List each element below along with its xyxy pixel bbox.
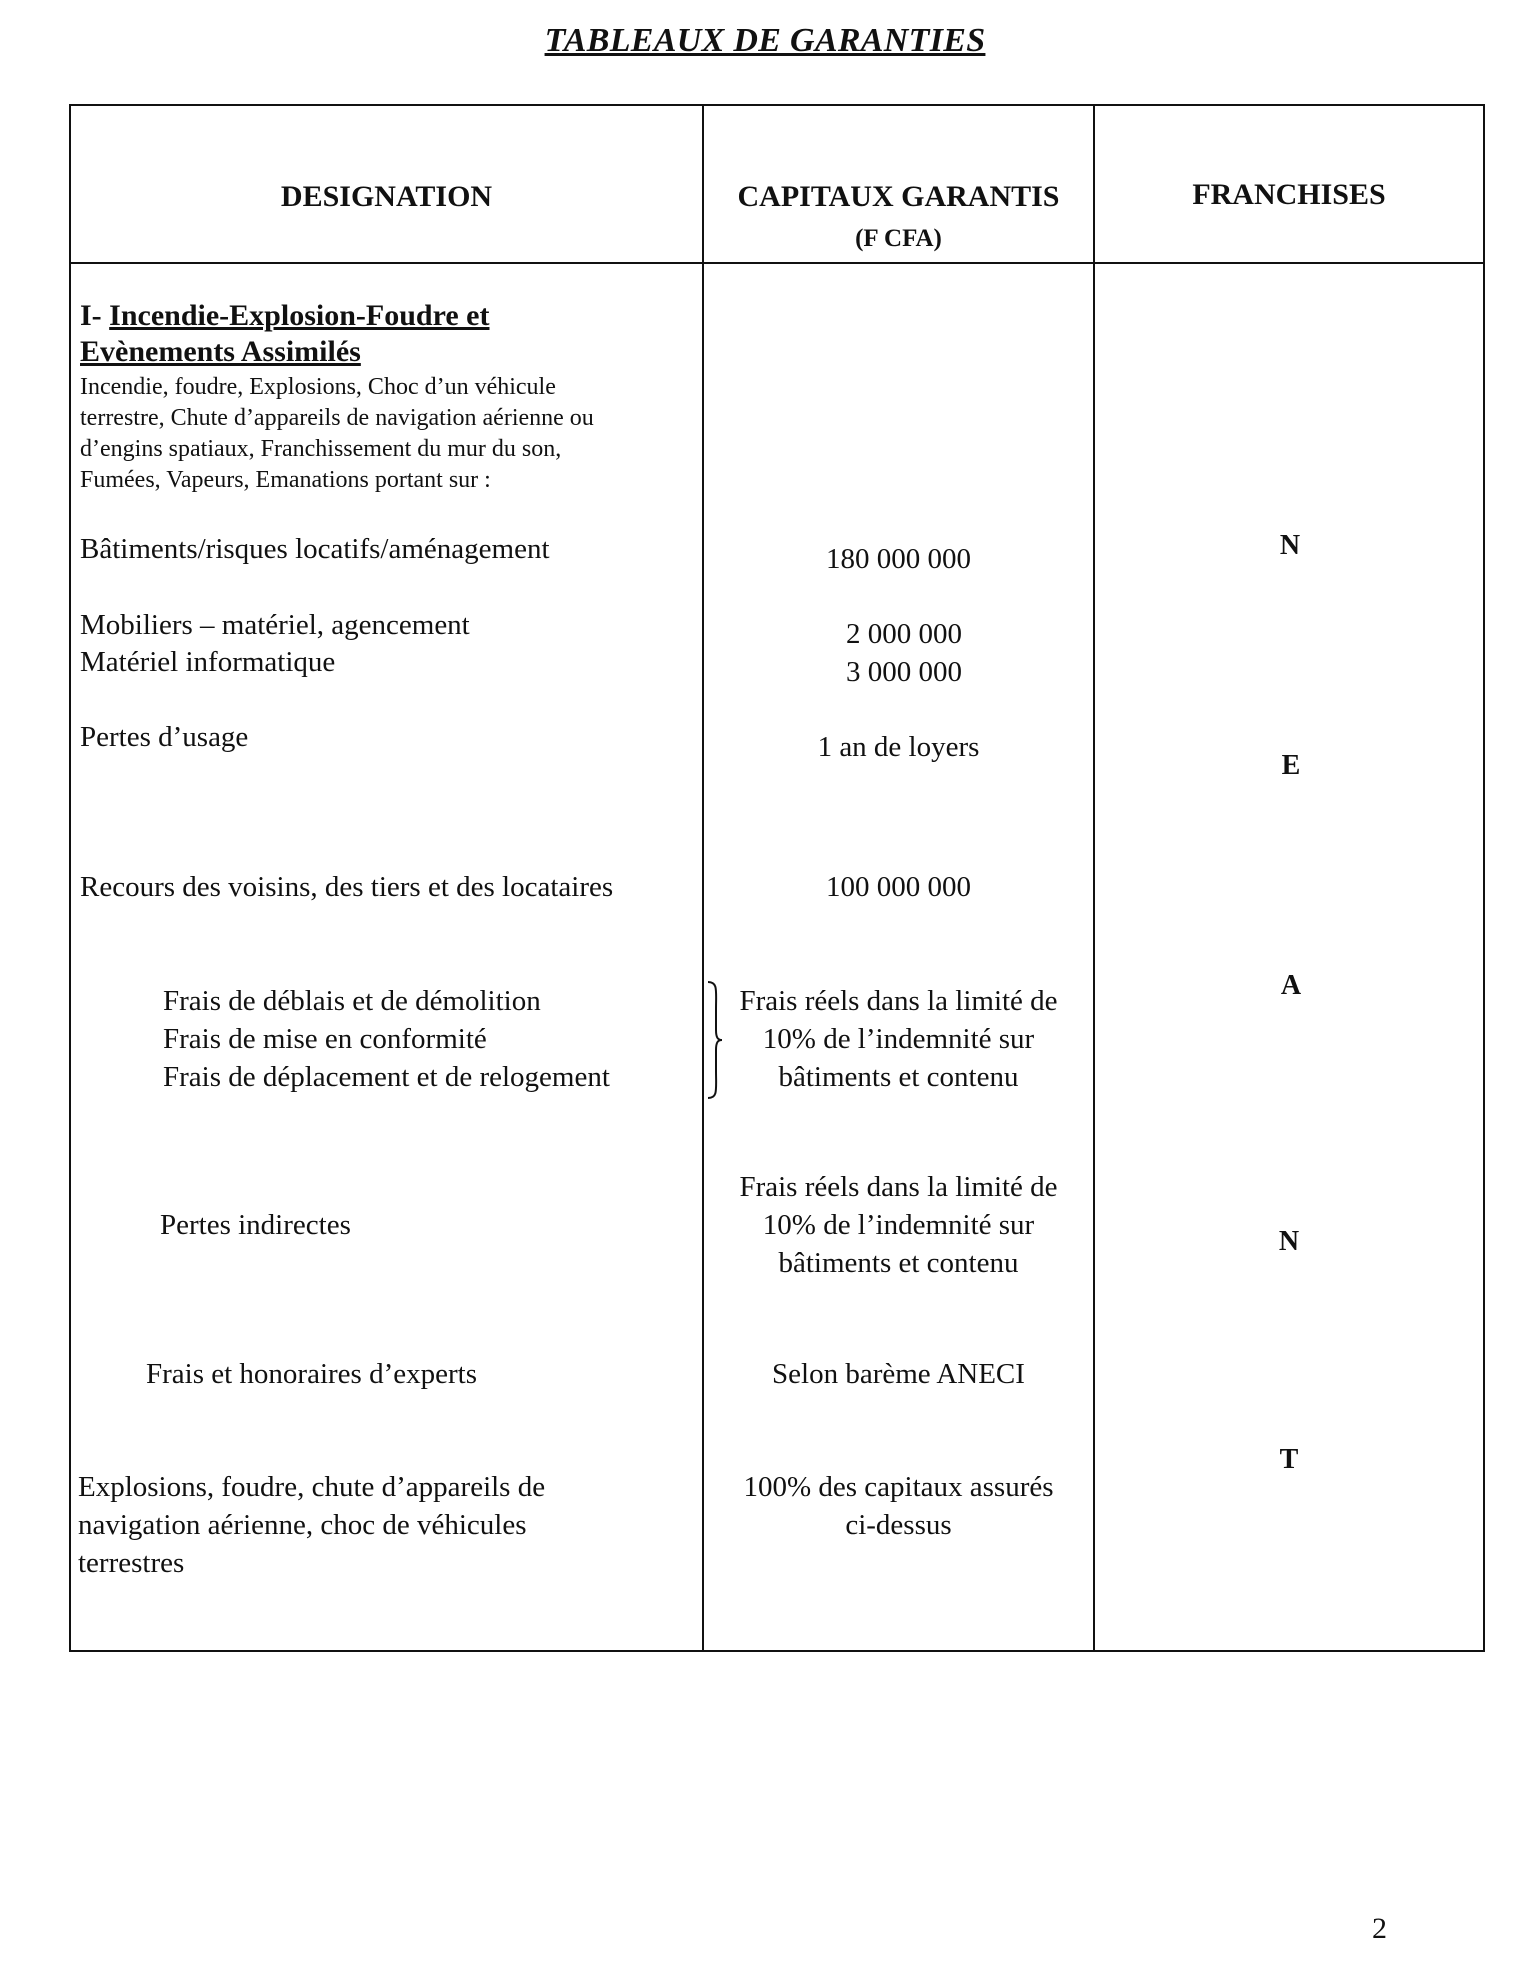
section-description [80,372,594,496]
franchise-letter: E [1281,750,1301,781]
row-value-experts: Selon barème ANECI [772,1358,1025,1390]
header-capitaux: CAPITAUX GARANTIS [737,180,1060,213]
row-value-explosions [704,1468,1093,1544]
row-value-pertes-usage: 1 an de loyers [817,731,980,763]
franchise-letter: N [1279,530,1301,561]
row-label-mobiliers: Mobiliers – matériel, agencement [80,609,470,641]
row-label-pertes-indirectes: Pertes indirectes [160,1209,351,1241]
page-title: TABLEAUX DE GARANTIES [544,22,986,59]
row-label-frais: Frais de mise en conformité [163,1023,487,1055]
row-label-frais: Frais de déblais et de démolition [163,985,541,1017]
row-value-pertes-indirectes-line: Frais réels dans la limité de [739,1171,1058,1203]
section-desc-line: Fumées, Vapeurs, Emanations portant sur : [80,467,491,493]
table-border-header [69,262,1485,264]
row-value-explosions-line: 100% des capitaux assurés [743,1471,1054,1503]
header-capitaux-unit: (F CFA) [855,225,942,252]
row-value-pertes-indirectes [704,1168,1093,1282]
row-value-pertes-indirectes-line: 10% de l’indemnité sur [762,1209,1035,1241]
section-title-line1: Incendie-Explosion-Foudre et [109,299,490,332]
table-border-right [1483,104,1485,1652]
table-border-left [69,104,71,1652]
row-value-pertes-indirectes-line: bâtiments et contenu [778,1247,1019,1279]
section-heading-line2 [80,334,361,370]
franchise-letter: A [1280,970,1302,1001]
row-value-frais-line: 10% de l’indemnité sur [762,1023,1035,1055]
section-desc-line: terrestre, Chute d’appareils de navigation aérienne ou [80,405,594,431]
section-desc-line: Incendie, foudre, Explosions, Choc d’un véhicule [80,374,556,400]
franchise-letter: T [1279,1444,1299,1475]
section-prefix: I- [80,299,110,332]
row-label-pertes-usage: Pertes d’usage [80,721,249,753]
table-border-top [69,104,1485,106]
row-value-mobiliers: 2 000 000 [846,618,962,650]
row-value-explosions-line: ci-dessus [845,1509,952,1541]
row-value-informatique: 3 000 000 [846,656,962,688]
row-value-frais-line: Frais réels dans la limité de [739,985,1058,1017]
column-divider-2 [1093,104,1095,1652]
row-label-frais-group [163,982,610,1096]
row-label-explosions-line: Explosions, foudre, chute d’appareils de [78,1471,546,1503]
row-label-informatique: Matériel informatique [80,646,336,678]
row-label-batiments: Bâtiments/risques locatifs/aménagement [80,533,550,565]
row-label-recours: Recours des voisins, des tiers et des locataires [80,871,614,903]
row-value-batiments: 180 000 000 [826,543,971,575]
page-number: 2 [1372,1912,1387,1945]
table-border-bottom [69,1650,1485,1652]
section-title-line2: Evènements Assimilés [80,335,361,368]
header-designation: DESIGNATION [280,180,493,213]
section-heading [80,298,489,334]
row-label-explosions [78,1468,545,1582]
row-value-recours: 100 000 000 [826,871,971,903]
row-label-explosions-line: navigation aérienne, choc de véhicules [78,1509,527,1541]
franchise-letter: N [1278,1226,1300,1257]
row-label-frais: Frais de déplacement et de relogement [163,1061,610,1093]
row-value-frais-line: bâtiments et contenu [778,1061,1019,1093]
row-label-experts: Frais et honoraires d’experts [146,1358,477,1390]
row-label-explosions-line: terrestres [78,1547,185,1579]
header-franchises: FRANCHISES [1192,178,1386,211]
row-value-frais-group [704,982,1093,1096]
section-desc-line: d’engins spatiaux, Franchissement du mur du son, [80,436,562,462]
